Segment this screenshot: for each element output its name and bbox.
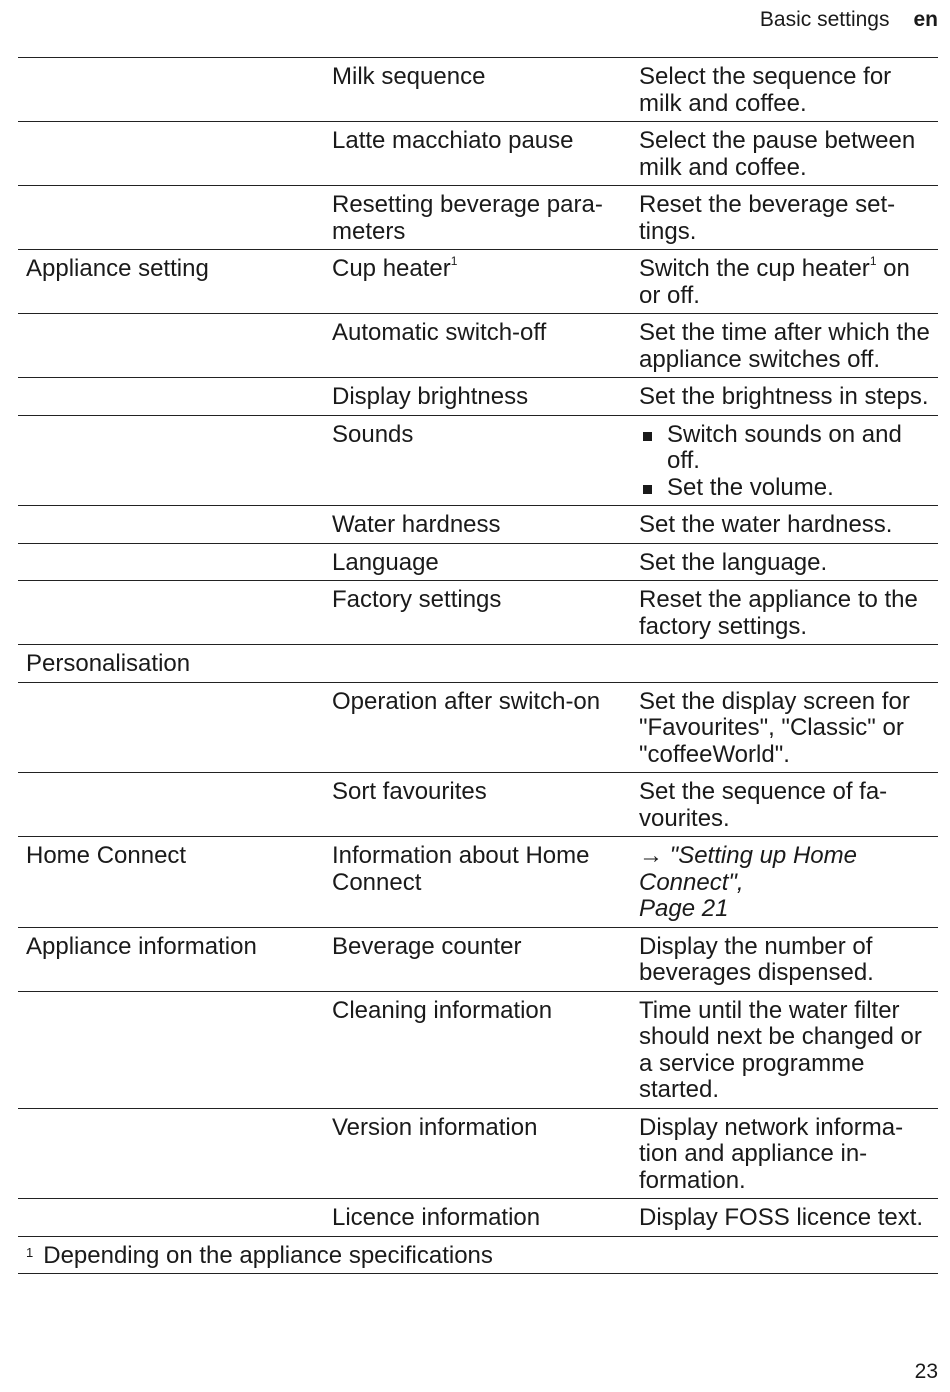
description-cell (631, 683, 938, 773)
setting-cell (324, 122, 631, 185)
setting-label: Sounds (332, 420, 414, 448)
description-cell (631, 58, 938, 121)
category-cell (18, 837, 324, 927)
category-cell (18, 416, 324, 506)
settings-table (18, 57, 938, 1274)
category-cell (18, 314, 324, 377)
category-cell (18, 186, 324, 249)
setting-cell (324, 314, 631, 377)
category-cell (18, 506, 324, 543)
table-row (18, 837, 938, 928)
table-row (18, 992, 938, 1109)
setting-cell (324, 581, 631, 644)
xref-title: "Setting up Home Connect", (639, 842, 857, 896)
category-cell (18, 645, 324, 682)
table-row (18, 378, 938, 416)
table-row (18, 645, 938, 683)
setting-cell (324, 544, 631, 581)
footnote-mark: 1 (26, 1244, 34, 1260)
description-cell (631, 581, 938, 644)
description-text: Display the number of beverages dispensed. (639, 932, 874, 986)
setting-cell (324, 837, 631, 927)
description-text: Display network informa- tion and appliance in- formation. (639, 1113, 904, 1194)
table-row (18, 250, 938, 314)
footnote-ref: 1 (450, 254, 458, 268)
description-cell (631, 1199, 938, 1236)
setting-cell (324, 683, 631, 773)
description-text: Select the pause between milk and coffee. (639, 127, 916, 181)
category-label: Appliance information (26, 932, 257, 960)
category-cell (18, 250, 324, 313)
setting-label: Latte macchiato pause (332, 127, 574, 154)
description-text: Reset the beverage set- tings. (639, 191, 896, 245)
setting-label: Display brightness (332, 383, 529, 410)
description-text: Set the sequence of fa- vourites. (639, 778, 888, 832)
table-row (18, 928, 938, 992)
category-cell (18, 1199, 324, 1236)
setting-label: Beverage counter (332, 932, 522, 960)
setting-label: Factory settings (332, 586, 502, 613)
description-text: Time until the water filter should next be changed or a service programme started. (639, 996, 922, 1103)
description-cell (631, 378, 938, 415)
page-header (760, 8, 938, 32)
table-row (18, 544, 938, 582)
description-cell (631, 837, 938, 927)
table-row (18, 416, 938, 507)
category-cell (18, 544, 324, 581)
description-cell (631, 645, 938, 682)
category-cell (18, 992, 324, 1108)
description-text: Reset the appliance to the factory settings. (639, 586, 918, 640)
description-cell (631, 314, 938, 377)
description-cell (631, 186, 938, 249)
category-cell (18, 683, 324, 773)
setting-label: Milk sequence (332, 63, 486, 90)
footnote-ref: 1 (869, 254, 877, 268)
table-row (18, 773, 938, 837)
category-cell (18, 1109, 324, 1199)
setting-label: Licence information (332, 1204, 541, 1231)
setting-label: Resetting beverage para- meters (332, 191, 603, 245)
footnote (18, 1237, 938, 1275)
setting-label: Cup heater (332, 255, 451, 282)
setting-label: Automatic switch-off (332, 319, 547, 346)
language-code: en (913, 8, 938, 31)
description-cell (631, 122, 938, 185)
setting-cell (324, 416, 631, 506)
setting-cell (324, 773, 631, 836)
table-row (18, 1199, 938, 1237)
arrow-icon: → (639, 842, 663, 869)
category-cell (18, 58, 324, 121)
setting-cell (324, 1109, 631, 1199)
description-text: Set the brightness in steps. (639, 383, 929, 410)
table-row (18, 506, 938, 544)
setting-cell (324, 1199, 631, 1236)
setting-cell (324, 58, 631, 121)
description-cell (631, 544, 938, 581)
category-cell (18, 581, 324, 644)
description-cell (631, 506, 938, 543)
footnote-text: Depending on the appliance specifications (43, 1241, 493, 1269)
table-row (18, 314, 938, 378)
table-row (18, 1109, 938, 1200)
category-cell (18, 928, 324, 991)
description-text: Switch the cup heater (639, 255, 870, 282)
setting-cell (324, 506, 631, 543)
setting-label: Version information (332, 1113, 538, 1141)
list-item: Set the volume. (639, 475, 930, 502)
setting-cell (324, 186, 631, 249)
description-text: Set the water hardness. (639, 511, 893, 538)
category-label: Home Connect (26, 842, 187, 869)
setting-label: Cleaning information (332, 996, 553, 1024)
table-row (18, 581, 938, 645)
description-text: Select the sequence for milk and coffee. (639, 63, 892, 117)
description-cell (631, 416, 938, 506)
description-text: Set the time after which the appliance switches off. (639, 319, 930, 373)
setting-cell (324, 928, 631, 991)
table-row (18, 58, 938, 122)
description-cell (631, 992, 938, 1108)
table-row (18, 683, 938, 774)
setting-label: Operation after switch-on (332, 687, 601, 715)
description-text: Display FOSS licence text. (639, 1204, 924, 1231)
description-text: Set the language. (639, 548, 828, 576)
setting-label: Water hardness (332, 511, 501, 538)
description-cell (631, 773, 938, 836)
setting-label: Information about Home Connect (332, 842, 590, 896)
cross-reference[interactable] (639, 843, 930, 923)
setting-cell (324, 992, 631, 1108)
table-row (18, 122, 938, 186)
description-cell (631, 928, 938, 991)
category-cell (18, 122, 324, 185)
setting-cell (324, 250, 631, 313)
category-label: Personalisation (26, 650, 191, 677)
page-number: 23 (914, 1360, 938, 1383)
description-cell (631, 250, 938, 313)
setting-label: Sort favourites (332, 778, 487, 805)
section-title: Basic settings (759, 8, 890, 31)
description-list (639, 422, 930, 502)
setting-label: Language (332, 548, 439, 576)
description-cell (631, 1109, 938, 1199)
xref-page: Page 21 (639, 895, 729, 922)
description-text: Set the display screen for "Favourites", "Classic" or "coffeeWorld". (639, 687, 910, 768)
category-cell (18, 378, 324, 415)
table-row (18, 186, 938, 250)
category-cell (18, 773, 324, 836)
list-item: Switch sounds on and off. (639, 422, 930, 475)
setting-cell (324, 645, 631, 682)
category-label: Appliance setting (26, 255, 209, 282)
description-text-rest: on or off. (639, 255, 910, 309)
setting-cell (324, 378, 631, 415)
